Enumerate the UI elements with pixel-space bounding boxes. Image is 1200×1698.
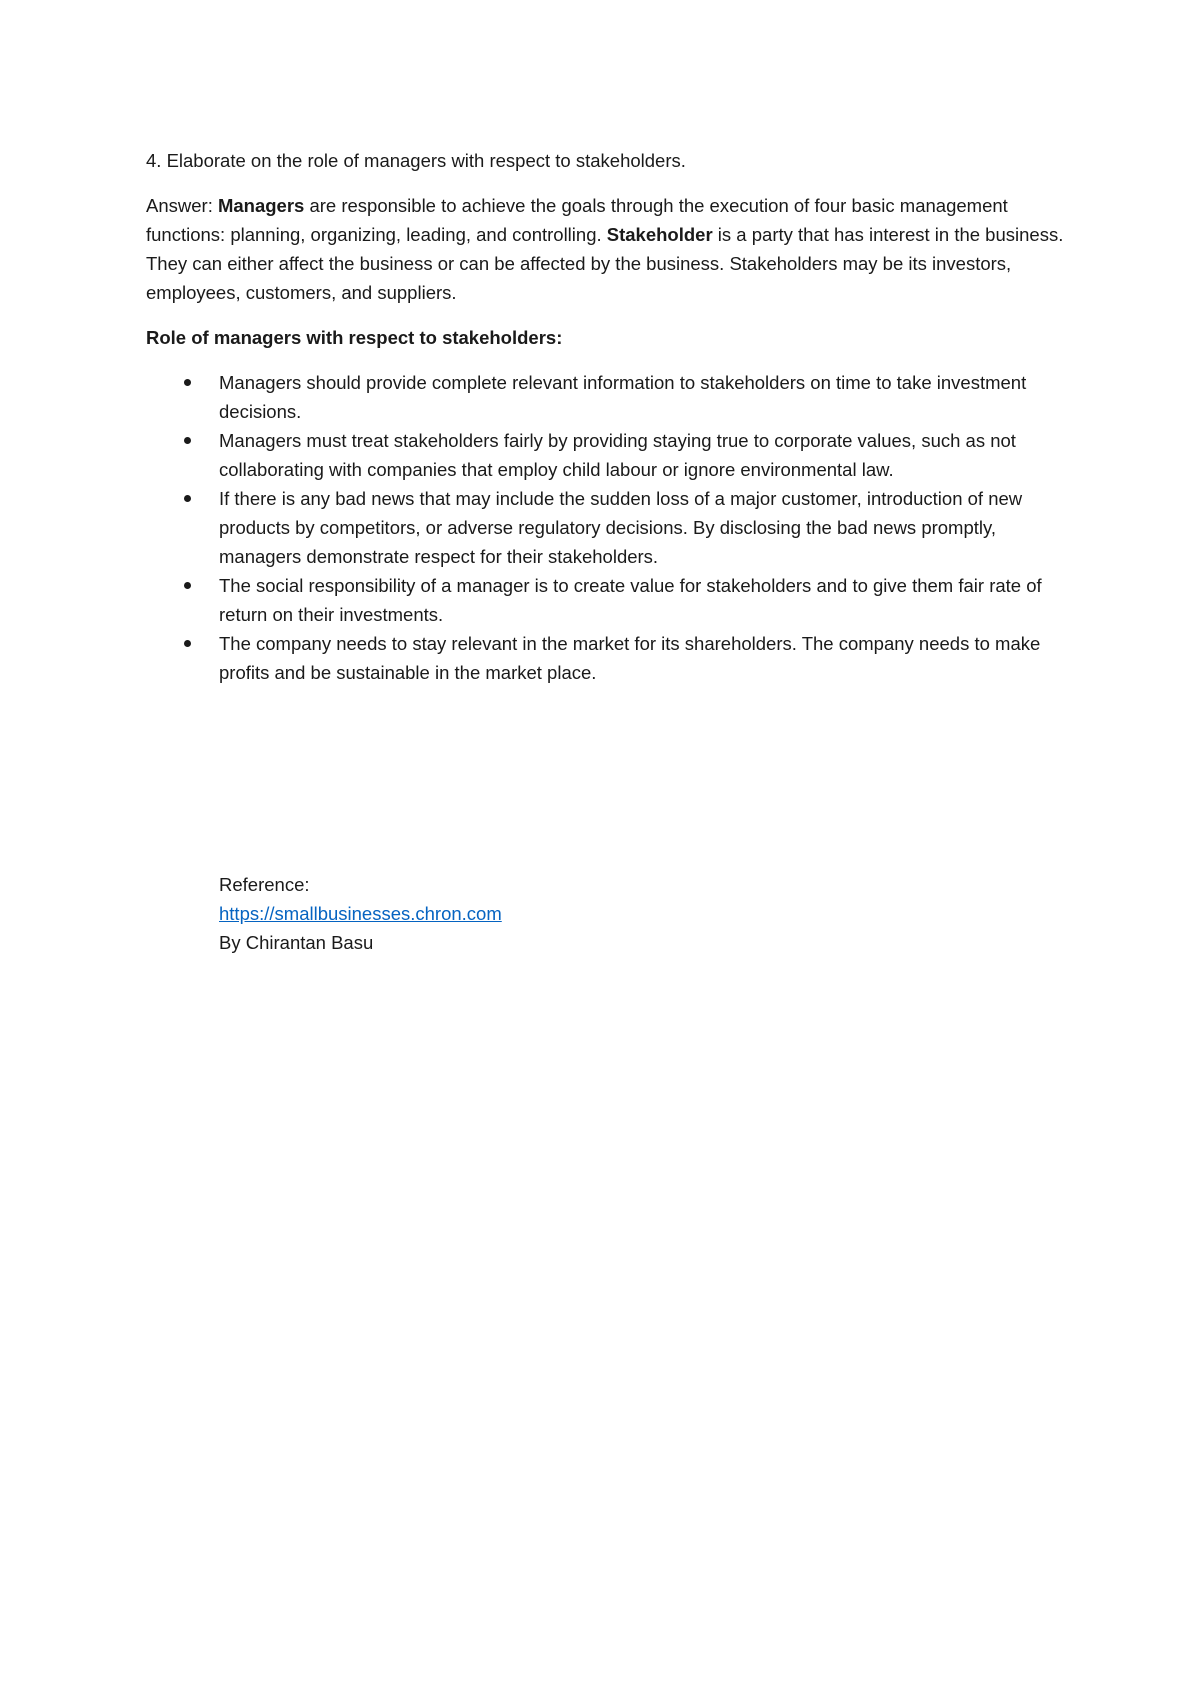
answer-prefix: Answer: — [146, 195, 218, 216]
term-stakeholder: Stakeholder — [606, 224, 713, 245]
list-item-text: The company needs to stay relevant in the market for its shareholders. The company needs to make profits and be sustainable in the market place. — [219, 633, 1041, 683]
bullet-icon — [184, 640, 191, 647]
list-item — [146, 426, 1076, 484]
bullet-list — [146, 368, 1076, 687]
section-heading: Role of managers with respect to stakeholders: — [146, 327, 563, 348]
reference-block — [219, 870, 502, 957]
answer-text-1: are responsible to achieve the goals through the execution of four basic management functions: planning, organizing, leading, and controlling. — [146, 195, 1008, 245]
list-item-text: Managers must treat stakeholders fairly by providing staying true to corporate values, such as not collaborating with companies that employ child labour or ignore environmental law. — [219, 430, 1016, 480]
list-item — [146, 571, 1076, 629]
answer-text-2: is a party that has interest in the business. They can either affect the business or can be affected by the business. Stakeholders may be its investors, employees, customers, and suppliers. — [146, 224, 1064, 303]
answer-paragraph — [146, 191, 1076, 307]
reference-link[interactable]: https://smallbusinesses.chron.com — [219, 903, 502, 924]
reference-label: Reference: — [219, 874, 310, 895]
list-item-text: If there is any bad news that may include the sudden loss of a major customer, introduction of new products by competitors, or adverse regulatory decisions. By disclosing the bad news promptly, managers demonstrate respect for their stakeholders. — [219, 488, 1023, 567]
document-body — [146, 146, 1076, 687]
bullet-icon — [184, 582, 191, 589]
list-item — [146, 484, 1076, 571]
list-item — [146, 368, 1076, 426]
list-item-text: Managers should provide complete relevant information to stakeholders on time to take investment decisions. — [219, 372, 1027, 422]
bullet-icon — [184, 379, 191, 386]
bullet-icon — [184, 437, 191, 444]
question-text: 4. Elaborate on the role of managers with respect to stakeholders. — [146, 150, 686, 171]
bullet-icon — [184, 495, 191, 502]
list-item — [146, 629, 1076, 687]
list-item-text: The social responsibility of a manager is to create value for stakeholders and to give them fair rate of return on their investments. — [219, 575, 1042, 625]
reference-author: By Chirantan Basu — [219, 932, 374, 953]
term-managers: Managers — [217, 195, 305, 216]
